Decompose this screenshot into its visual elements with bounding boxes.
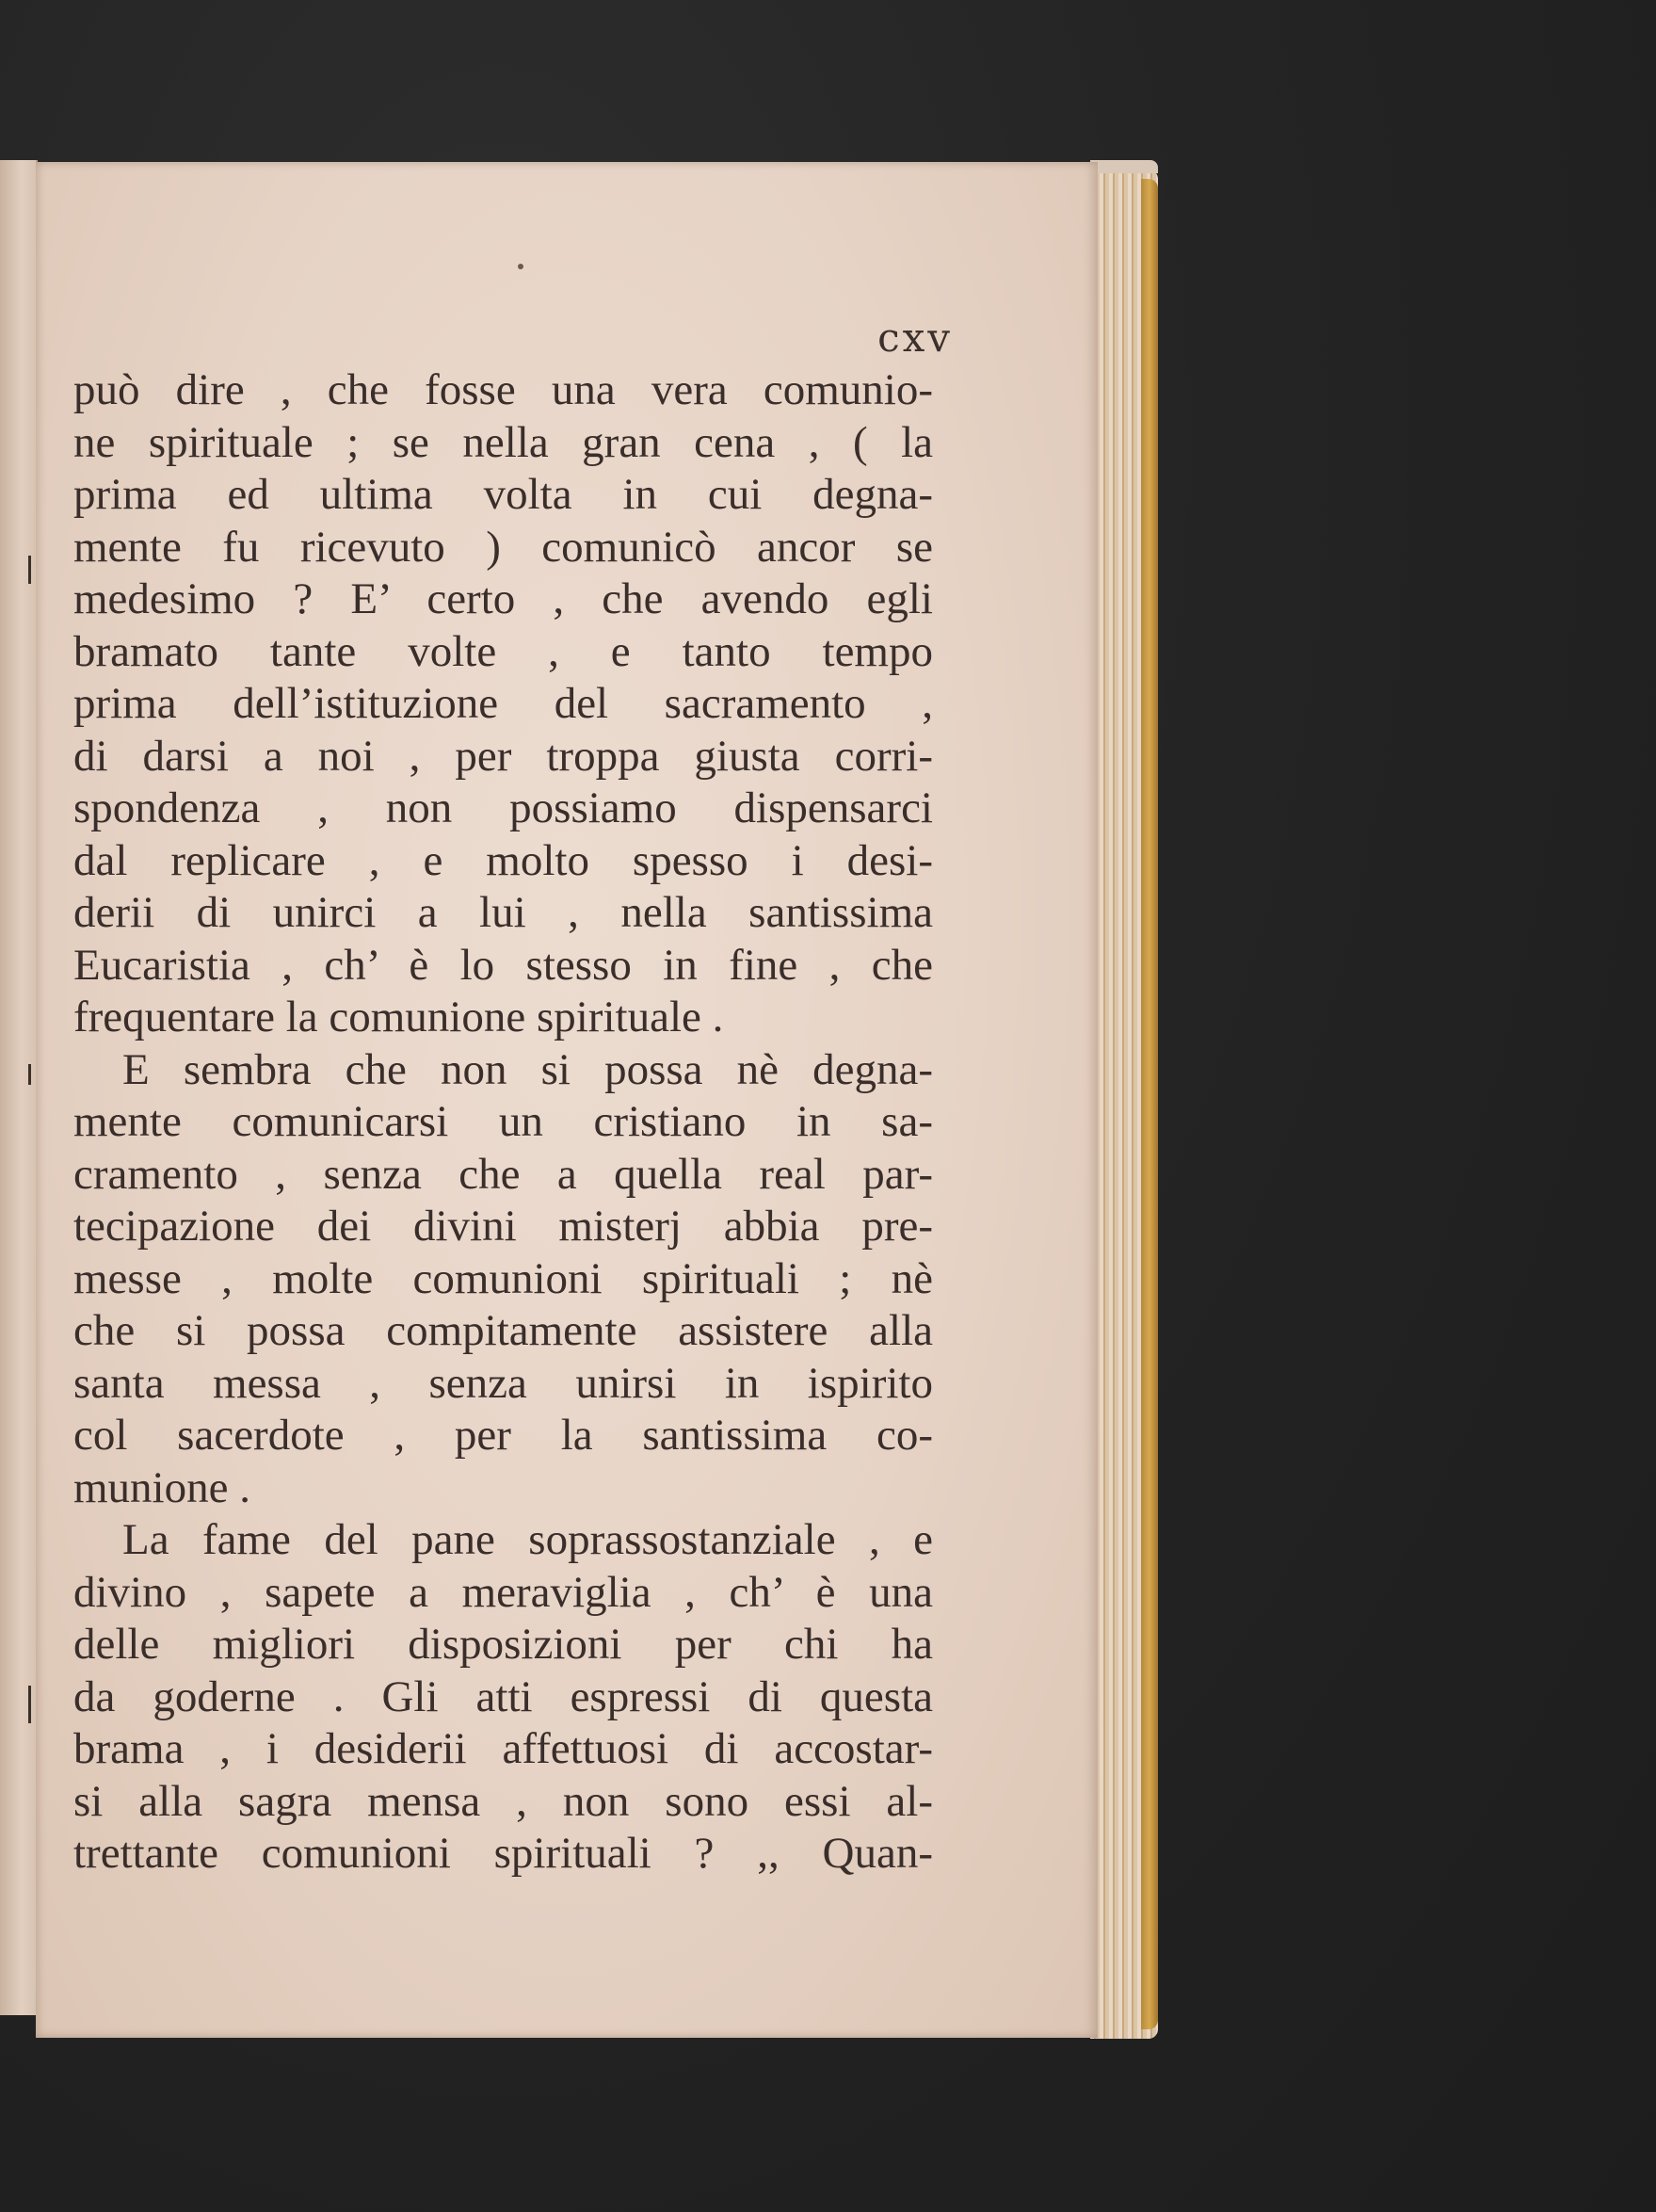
- text-line: medesimo ? E’ certo , che avendo egli: [73, 574, 933, 623]
- text-line: messe , molte comunioni spirituali ; nè: [73, 1253, 933, 1303]
- book-page: [36, 162, 1098, 2038]
- text-line: cramento , senza che a quella real par-: [73, 1149, 933, 1199]
- text-line: santa messa , senza unirsi in ispirito: [73, 1358, 933, 1408]
- text-line: si alla sagra mensa , non sono essi al-: [73, 1776, 933, 1826]
- page-edge-mark: [28, 556, 31, 584]
- text-line: prima dell’istituzione del sacramento ,: [73, 679, 933, 728]
- text-line: può dire , che fosse una vera comunio-: [73, 365, 933, 414]
- page-stack: [1090, 170, 1158, 2039]
- gilt-edge: [1141, 179, 1158, 2029]
- page-edge-mark: [28, 1686, 31, 1723]
- text-line: tecipazione dei divini misterj abbia pre-: [73, 1202, 933, 1251]
- page-edge-mark: [28, 1064, 31, 1085]
- text-line: bramato tante volte , e tanto tempo: [73, 626, 933, 676]
- text-line: La fame del pane soprassostanziale , e: [122, 1515, 933, 1564]
- page-stack-top: [1090, 160, 1158, 173]
- text-line: di darsi a noi , per troppa giusta corri-: [73, 731, 933, 781]
- text-line: dal replicare , e molto spesso i desi-: [73, 835, 933, 885]
- body-text: [73, 364, 933, 1881]
- text-line: mente fu ricevuto ) comunicò ancor se: [73, 522, 933, 572]
- text-line: frequentare la comunione spirituale .: [73, 993, 724, 1041]
- text-line: divino , sapete a meraviglia , ch’ è una: [73, 1567, 933, 1617]
- text-line: mente comunicarsi un cristiano in sa-: [73, 1097, 933, 1146]
- text-line: prima ed ultima volta in cui degna-: [73, 470, 933, 519]
- text-line: munione .: [73, 1462, 250, 1512]
- text-line: trettante comunioni spirituali ? ,, Quan-: [73, 1829, 933, 1878]
- text-line: derii di unirci a lui , nella santissima: [73, 888, 933, 937]
- text-line: che si possa compitamente assistere alla: [73, 1306, 933, 1355]
- text-line: da goderne . Gli atti espressi di questa: [73, 1671, 933, 1721]
- paper-speck: [518, 264, 523, 269]
- text-line: spondenza , non possiamo dispensarci: [73, 783, 933, 832]
- text-line: ne spirituale ; se nella gran cena , ( la: [73, 417, 933, 467]
- page-number: cxv: [877, 315, 953, 361]
- text-line: delle migliori disposizioni per chi ha: [73, 1620, 933, 1669]
- facing-page-edge: [0, 160, 38, 2015]
- text-line: col sacerdote , per la santissima co-: [73, 1411, 933, 1460]
- text-line: E sembra che non si possa nè degna-: [122, 1044, 933, 1094]
- text-line: Eucaristia , ch’ è lo stesso in fine , che: [73, 940, 933, 990]
- text-line: brama , i desiderii affettuosi di accostar-: [73, 1724, 933, 1773]
